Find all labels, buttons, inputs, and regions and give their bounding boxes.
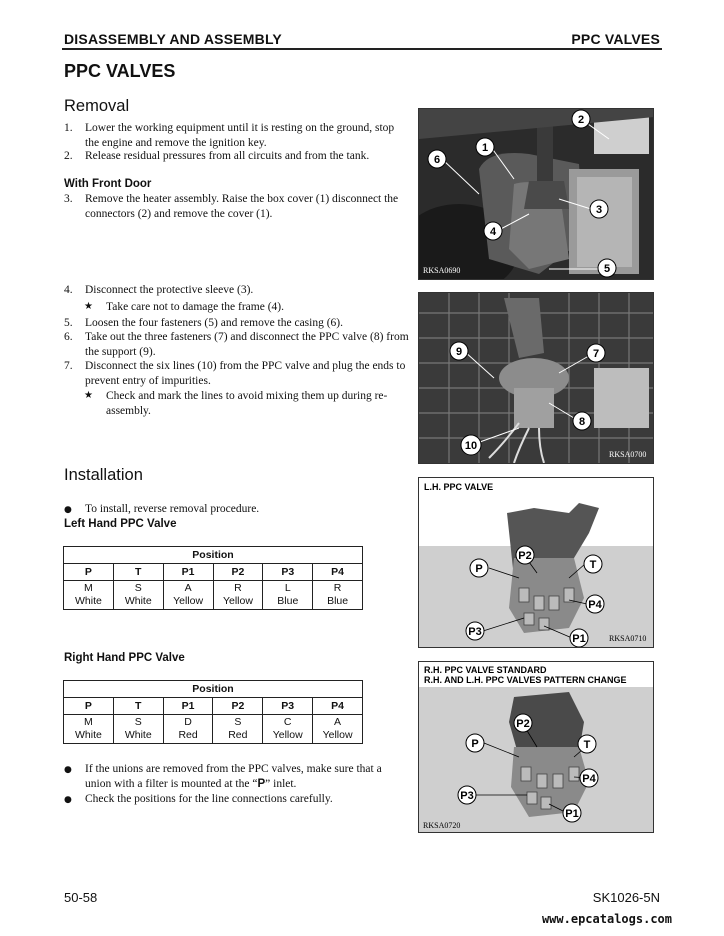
column-header: P2 — [213, 698, 263, 715]
figure-id: RKSA0700 — [609, 450, 647, 459]
step-number: 4. — [64, 284, 73, 296]
left-ppc-table — [63, 546, 363, 610]
removal-heading: Removal — [64, 97, 130, 115]
callout-2: 2 — [577, 114, 585, 126]
hose-color: Yellow — [322, 729, 353, 741]
front-door-subheading: With Front Door — [64, 178, 152, 190]
table-cell — [64, 715, 114, 744]
table-cell — [64, 581, 114, 610]
hose-code: L — [284, 582, 291, 594]
installation-bullet — [64, 502, 404, 518]
table-cell — [213, 715, 263, 744]
lh-valve-diagram — [419, 478, 654, 648]
column-header: P3 — [263, 564, 313, 581]
callout-8: 8 — [578, 416, 586, 428]
bullet-icon: ● — [64, 765, 72, 775]
step-text: Disconnect the protective sleeve (3). — [85, 284, 254, 296]
column-header: P1 — [163, 564, 213, 581]
port-P1: P1 — [572, 633, 586, 645]
column-header: P1 — [163, 698, 213, 715]
table-cell — [213, 581, 263, 610]
step-text: Loosen the four fasteners (5) and remove the casing (6). — [85, 317, 344, 329]
step-text: Lower the working equipment until it is resting on the ground, stop the engine and remove the ignition key. — [85, 122, 395, 149]
removal-step-2 — [64, 149, 409, 164]
cab-cover-photo — [419, 109, 654, 280]
step-number: 5. — [64, 317, 73, 329]
step-text: Take out the three fasteners (7) and disconnect the PPC valve (8) from the support (9). — [85, 331, 409, 358]
callout-7: 7 — [592, 348, 600, 360]
port-P3: P3 — [460, 790, 474, 802]
bullet-text — [85, 762, 404, 791]
port-P2: P2 — [516, 718, 530, 730]
installation-heading: Installation — [64, 466, 143, 484]
hose-color: Red — [228, 729, 248, 741]
caution-note-lines — [84, 389, 404, 418]
figure-id: RKSA0690 — [423, 266, 461, 275]
bullet-text: Check the positions for the line connections carefully. — [85, 793, 333, 805]
watermark: www.epcatalogs.com — [541, 912, 672, 926]
bullet-text: To install, reverse removal procedure. — [85, 503, 260, 515]
callout-6: 6 — [433, 154, 441, 166]
removal-step-6 — [64, 330, 409, 359]
hose-code: A — [334, 716, 342, 728]
column-header: P3 — [263, 698, 313, 715]
page-number: 50-58 — [64, 890, 98, 905]
callout-4: 4 — [489, 226, 497, 238]
table-cell — [263, 581, 313, 610]
note-text-end: ” inlet. — [265, 777, 297, 790]
callout-5: 5 — [603, 263, 611, 275]
callout-9: 9 — [455, 346, 463, 358]
step-number: 6. — [64, 331, 73, 343]
hose-code: S — [134, 716, 142, 728]
caution-note-frame — [84, 300, 404, 315]
removal-step-7 — [64, 359, 409, 388]
hose-code: R — [234, 582, 242, 594]
port-P4: P4 — [588, 599, 602, 611]
table-cell — [313, 715, 363, 744]
note-text: Check and mark the lines to avoid mixing them up during re-assembly. — [106, 390, 388, 417]
callout-3: 3 — [595, 204, 603, 216]
column-header: P4 — [313, 698, 363, 715]
port-T: T — [583, 739, 591, 751]
hose-color: White — [75, 729, 102, 741]
port-P3: P3 — [468, 626, 482, 638]
step-text: Release residual pressures from all circuits and from the tank. — [85, 150, 370, 162]
table-cell — [113, 715, 163, 744]
removal-step-1 — [64, 121, 409, 150]
table-cell — [263, 715, 313, 744]
step-number: 7. — [64, 360, 73, 372]
star-icon: ★ — [84, 301, 93, 312]
port-P2: P2 — [518, 550, 532, 562]
callout-1: 1 — [481, 142, 489, 154]
header-topic: PPC VALVES — [571, 31, 660, 47]
bullet-icon: ● — [64, 795, 72, 805]
hose-code: A — [184, 582, 192, 594]
figure-caption-pattern: R.H. AND L.H. PPC VALVES PATTERN CHANGE — [424, 675, 627, 685]
figure-cab-cover — [418, 108, 654, 280]
hose-code: S — [234, 716, 242, 728]
figure-lh-valve — [418, 477, 654, 648]
step-number: 1. — [64, 122, 73, 134]
port-P: P — [475, 563, 483, 575]
table-cell — [113, 581, 163, 610]
line-check-note — [64, 792, 404, 808]
port-T: T — [589, 559, 597, 571]
removal-step-3 — [64, 192, 409, 221]
hose-color: Yellow — [222, 595, 253, 607]
hose-code: D — [184, 716, 192, 728]
hose-color: Red — [178, 729, 198, 741]
table-caption: Position — [64, 681, 363, 698]
union-filter-note — [64, 762, 404, 791]
valve-lines-photo — [419, 293, 654, 464]
hose-color: Yellow — [173, 595, 204, 607]
bullet-icon: ● — [64, 505, 72, 515]
port-P1: P1 — [565, 808, 579, 820]
page-title: PPC VALVES — [64, 61, 176, 81]
step-text: Disconnect the six lines (10) from the PPC valve and plug the ends to prevent entry of impurities. — [85, 360, 406, 387]
header-rule — [62, 48, 662, 50]
note-text: Take care not to damage the frame (4). — [106, 301, 284, 313]
figure-rh-valve — [418, 661, 654, 833]
column-header: T — [113, 564, 163, 581]
table-cell — [163, 715, 213, 744]
figure-caption-standard: R.H. PPC VALVE STANDARD — [424, 665, 547, 675]
column-header: P — [64, 698, 114, 715]
hose-color: White — [74, 595, 102, 607]
removal-step-4 — [64, 283, 409, 298]
column-header: P — [64, 564, 114, 581]
hose-code: M — [84, 716, 93, 728]
figure-id: RKSA0720 — [423, 821, 461, 830]
hose-color: White — [124, 729, 152, 741]
header-section-title: DISASSEMBLY AND ASSEMBLY — [64, 31, 282, 47]
table-row — [64, 715, 363, 744]
table-row — [64, 581, 363, 610]
column-header: T — [113, 698, 163, 715]
hose-code: C — [283, 716, 292, 728]
step-number: 3. — [64, 193, 73, 205]
left-valve-title: Left Hand PPC Valve — [64, 518, 177, 530]
removal-step-5 — [64, 316, 409, 331]
hose-color: White — [124, 595, 152, 607]
inlet-label: P — [257, 777, 266, 790]
callout-10: 10 — [464, 440, 478, 452]
column-header: P2 — [213, 564, 263, 581]
right-valve-title: Right Hand PPC Valve — [64, 652, 185, 664]
figure-caption: L.H. PPC VALVE — [424, 482, 494, 492]
column-header: P4 — [313, 564, 363, 581]
port-P: P — [471, 738, 479, 750]
right-ppc-table — [63, 680, 363, 744]
hose-color: Blue — [327, 595, 349, 607]
step-number: 2. — [64, 150, 73, 162]
table-cell — [313, 581, 363, 610]
figure-id: RKSA0710 — [609, 634, 647, 643]
hose-code: S — [134, 582, 142, 594]
port-P4: P4 — [582, 773, 596, 785]
rh-valve-diagram — [419, 662, 654, 833]
hose-color: Yellow — [272, 729, 303, 741]
star-icon: ★ — [84, 390, 93, 401]
model-number: SK1026-5N — [592, 890, 660, 905]
table-caption: Position — [64, 547, 363, 564]
hose-code: M — [84, 582, 93, 594]
hose-code: R — [333, 582, 342, 594]
figure-valve-lines — [418, 292, 654, 464]
step-text: Remove the heater assembly. Raise the box cover (1) disconnect the connectors (2) and remove the cover (1). — [85, 193, 399, 220]
note-text-start: If the unions are removed from the PPC valves, make sure that a union with a filter is mounted at the “ — [85, 763, 382, 790]
table-cell — [163, 581, 213, 610]
hose-color: Blue — [277, 595, 299, 607]
